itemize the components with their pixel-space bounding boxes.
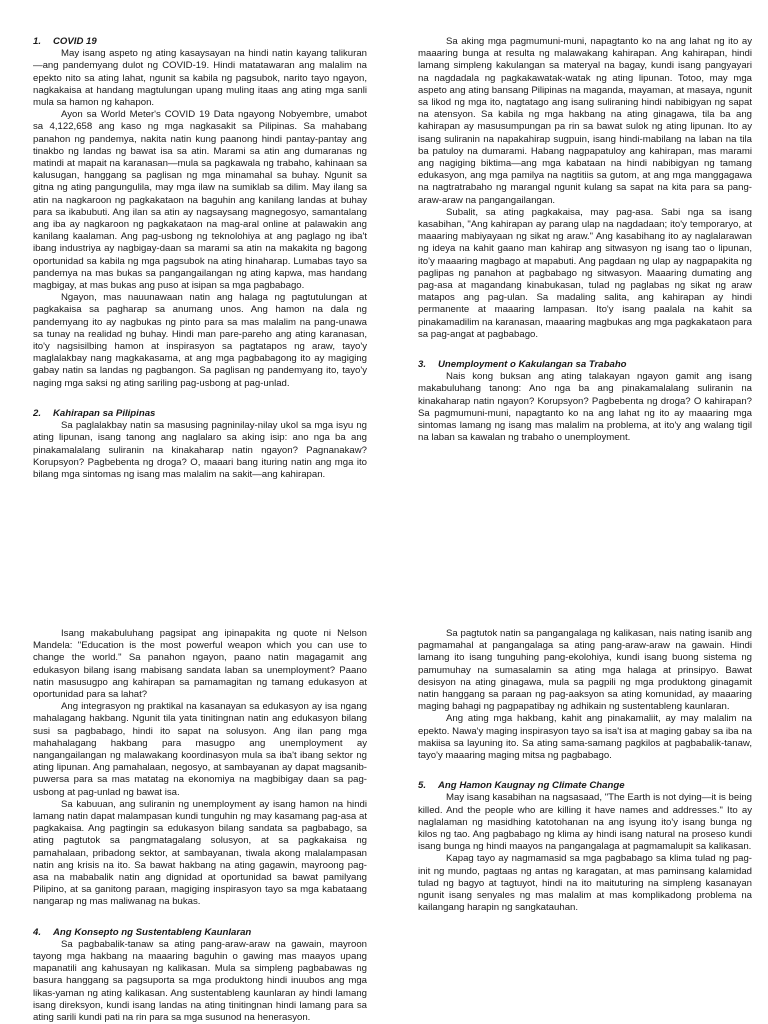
section-title: Ang Hamon Kaugnay ng Climate Change [438,780,625,792]
paragraph: Ang ating mga hakbang, kahit ang pinakamaliit, ay may malalim na epekto. Nawa'y maging inspirasyon tayo sa isa't isa at maging gabay sa iba na makiisa sa layuning ito. Sa ating sama-samang pagkilos at pagbabalik-tanaw, tayo'y maaaring maging mitsa ng pagbabago. [418,713,752,762]
paragraph: May isang aspeto ng ating kasaysayan na hindi natin kayang talikuran—ang pandemyang dulot ng COVID-19. Hindi matatawaran ang malalim na epekto nito sa ating lahat, ngunit sa kabila ng pagsubok, narito tayo ngayon, nagkakaisa at handang magtulungan upang muling itaas ang ating mga sanli mula sa hamon ng kahapon. [33,48,367,109]
column-3 [33,628,367,1024]
column-2 [418,36,752,556]
paragraph: Kapag tayo ay nagmamasid sa mga pagbabago sa klima tulad ng pag-init ng mundo, pagtaas ng antas ng karagatan, at mas paminsang kalamidad tulad ng bagyo at tagtuyot, hindi na ito maituturing na simpleng kasanayan ngunit isang senyales ng mas malalim at mas komplikadong problema na kailangang harapin ng sangkatauhan. [418,853,752,914]
section-number: 2. [33,407,42,419]
column-4 [418,628,752,1024]
section-title: Unemployment o Kakulangan sa Trabaho [438,359,627,371]
paragraph: May isang kasabihan na nagsasaad, "The Earth is not dying—it is being killed. And the people who are killing it have names and addresses." Ito ay naglalaman ng masidhing katotohanan na ang isyung ito'y isang bunga ng kilos ng tao. Ang pagbabago ng klima ay hindi isang natural na proseso kundi isang bunga ng hindi maayos na pangangalaga at pagmamalupit sa kalikasan. [418,792,752,853]
paragraph: Isang makabuluhang pagsipat ang ipinapakita ng quote ni Nelson Mandela: "Education is the most powerful weapon which you can use to change the world." Sa panahon ngayon, paano natin magagamit ang edukasyon bilang isang mabisang sandata laban sa unemployment? Paano natin masusugpo ang kahirapan sa pamamagitan ng tamang edukasyon at oportunidad para sa lahat? [33,628,367,701]
paragraph: Sa aking mga pagmumuni-muni, napagtanto ko na ang lahat ng ito ay maaaring bunga at resulta ng malawakang kahirapan. Ang kahirapan, hindi lamang simpleng kakulangan sa materyal na bagay, kundi isang pangyayari na nagdadala ng pagkakawatak-watak ng ating lipunan. Totoo, may mga aspeto ang ating bansang Pilipinas na maganda, mayaman, at masaya, ngunit sa likod ng mga ito, nagtatago ang isang suliraning hindi nabibigyan ng sapat na atensyon. Sa kabila ng mga hakbang na ating ginagawa, tila ba ang kahirapan ay masusumpungan pa rin sa bawat sulok ng ating lipunan. Ito ay isang suliranin na napakahirap sugpuin, isang hindi-mabilang na laban na tila ba patuloy na dumarami. Habang nagpapatuloy ang kahirapan, mas marami ang nagiging biktima—ang mga kabataan na hindi nabibigyan ng tamang edukasyon, ang mga pamilya na nagtitiis sa gutom, at ang mga manggagawa na nagtratrabaho ng marangal ngunit kulang sa sapat na kita para sa pang-araw-araw na pangangailangan. [418,36,752,206]
paragraph: Sa paglalakbay natin sa masusing pagninilay-nilay ukol sa mga isyu ng ating lipunan, isang tanong ang naglalaro sa aking isip: ano nga ba ang pinakamalalang suliranin na kinakaharap natin ngayon? Pagnanakaw? Korupsyon? Pagbebenta ng droga? O, maaari bang ituring natin ang mga ito bilang mga sintomas ng isang mas malalim na sakit—ang kahirapan. [33,420,367,480]
paragraph: Ang integrasyon ng praktikal na kasanayan sa edukasyon ay isa ngang mahalagang hakbang. Ngunit tila yata tinitingnan natin ang edukasyon bilang susi sa pagbabago, hindi ito sapat na solusyon. Ang ilan pang mga mahahalagang hakbang para masugpo ang unemployment ay nangangailangan ng malawakang koordinasyon mula sa iba't ibang sektor ng ating lipunan. Ang pamahalaan, negosyo, at sambayanan ay dapat magsanib-puwersa para sa mas matatag na ekonomiya na magbibigay daan sa pag-usbong at pag-unlad ng bawat isa. [33,701,367,798]
section-number: 4. [33,926,42,938]
section-number: 1. [33,36,42,47]
paragraph: Subalit, sa ating pagkakaisa, may pag-asa. Sabi nga sa isang kasabihan, "Ang kahirapan ay parang ulap na nagdadaan; ito'y temporaryo, at maaaring mabiyayaan ng sikat ng araw." Ang kasabihang ito ay naglalarawan ng ideya na kahit gaano man kahirap ang sitwasyon ng isang tao o lipunan, ito'y maaaring magbago at mapabuti. Ang pagdaan ng ulap ay nagpapakita ng paglipas ng panahon at pagbabago ng sitwasyon. Maaaring dumating ang pag-asa at magandang kinabukasan, tulad ng paglabas ng sikat ng araw matapos ang pag-ulan. Sa madaling salita, ang kahirapan ay hindi permanente at maaaring lampasan. Ito'y isang paalala na kahit sa pinakamadilim na karanasan, maaaring magbukas ang mga pagkakataon para sa pag-angat at pagbabago. [418,206,752,340]
paragraph: Sa kabuuan, ang suliranin ng unemployment ay isang hamon na hindi lamang natin dapat malampasan kundi tunguhin ng may kasamang pag-asa at pagkakaisa. Ang pagtingin sa edukasyon bilang sandata sa pagbabago, sa ating pagtutok sa pangmatagalang solusyon, at sa pagkakaisa ng pamahalaan, pribadong sektor, at sambayanan, tiwala akong malalampasan natin ang krisis na ito. Sa bawat hakbang na ating gagawin, mayroong pag-asa na mababalik natin ang dignidad at oportunidad sa bawat pamilyang Pilipino, at sa ganitong paraan, magiging inspirasyon tayo sa mga kabataang nangarap ng mas maliwanag na bukas. [33,798,367,908]
paragraph: Ayon sa World Meter's COVID 19 Data ngayong Nobyembre, umabot sa 4,122,658 ang kaso ng mga nagkasakit sa Pilipinas. Sa mahabang panahon ng pandemya, nakita natin kung paanong hindi pantay-pantay ang tinakbo ng landas ng bawat isa sa atin. Marami sa atin ang dumaranas ng matindi at mapait na karanasan—mula sa pagkawala ng trabaho, kahinaan sa kalusugan, hanggang sa paglisan ng mga minamahal sa buhay. Ngunit sa gitna ng ating pangungulila, may mga ilaw na sumiklab sa dilim. May ilang sa atin na nagkaroon ng pagkakataon na baguhin ang kanilang landas at buhay para sa ikabubuti. Ang ilan sa atin ay nagsaysang magnegosyo, samantalang ang iba ay nagkaroon ng pagkakataon na mag-aral online at palawakin ang kanilang kaalaman. Ang pag-usbong ng teknolohiya at ang paglago ng iba't ibang industriya ay nagbigay-daan sa marami sa atin na makakita ng bagong oportunidad sa kabila ng mga pagsubok na ating hinaharap. Lumabas tayo sa pandemya na mas bukas sa pangangailangan ng ating kapwa, mas handang magbigay, at mas bukas ang puso at isipan sa mga pagbabago. [33,109,367,292]
section-heading-kahirapan [33,408,367,420]
section-title: Kahirapan sa Pilipinas [53,407,156,419]
section-heading-covid [33,36,367,48]
column-1 [33,36,367,556]
paragraph: Sa pagbabalik-tanaw sa ating pang-araw-araw na gawain, mayroon tayong mga hakbang na maaaring baguhin o gawing mas maayos upang mapanatili ang kahusayan ng kalikasan. Mula sa simpleng pagbabawas ng basura hanggang sa pagsuporta sa mga produktong hindi inuubos ang mga likas-yaman ng ating kalikasan. Ang sustentableng kaunlaran ay hindi lamang isang direksyon, kundi isang landas na ating tinitingnan hindi lamang para sa ating sarili kundi pati na rin para sa mga susunod na henerasyon. [33,938,367,1024]
section-heading-climate [418,780,752,792]
paragraph: Ngayon, mas nauunawaan natin ang halaga ng pagtutulungan at pagkakaisa sa pagharap sa anumang unos. Ang hamon na dala ng pandemyang ito ay nagbukas ng pinto para sa mas malalim na pang-unawa sa tunay na realidad ng buhay. Hindi man pare-pareho ang ating karanasan, ito'y nagsisilbing hamon at inspirasyon sa pagtatapos ng araw, tayo'y maglalakbay nang magkakasama, at ang mga pagbabagong ito ay magiging gabay natin sa landas ng pagbangon. Sa paglisan ng pandemyang ito, tayo'y naging mga saksi ng ating sariling pag-usbong at pag-unlad. [33,292,367,389]
section-number: 5. [418,780,427,792]
section-title: Ang Konsepto ng Sustentableng Kaunlaran [53,926,252,938]
section-number: 3. [418,359,427,371]
section-heading-unemployment [418,359,752,371]
paragraph: Nais kong buksan ang ating talakayan ngayon gamit ang isang makabuluhang tanong: Ano nga ba ang pinakamalalang suliranin na kinakaharap natin ngayon? Korupsyon? Pagbebenta ng droga? O kahirapan? Sa pagmumuni-muni, napagtanto ko na ang lahat ng ito ay maaaring mga sintomas lamang ng isang mas malalim na problema, at ito'y ang walang tigil na laban sa kawalan ng trabaho o unemployment. [418,371,752,444]
paragraph: Sa pagtutok natin sa pangangalaga ng kalikasan, nais nating isanib ang pagmamahal at pangangalaga sa ating pang-araw-araw na gawain. Hindi lamang ito isang tunguhing pang-ekolohiya, kundi isang buong sistema ng pamumuhay na sumasalamin sa ating mga halaga at prinsipyo. Bawat desisyon na ating ginagawa, mula sa pagpili ng mga produktong ginagamit natin hanggang sa paraan ng pag-aaksyon sa ating komunidad, ay maaaring maging bahagi ng pagpapatibay ng adhikain ng sustentableng kaunlaran. [418,628,752,713]
section-heading-sustentable [33,927,367,939]
section-title: COVID 19 [53,36,97,47]
